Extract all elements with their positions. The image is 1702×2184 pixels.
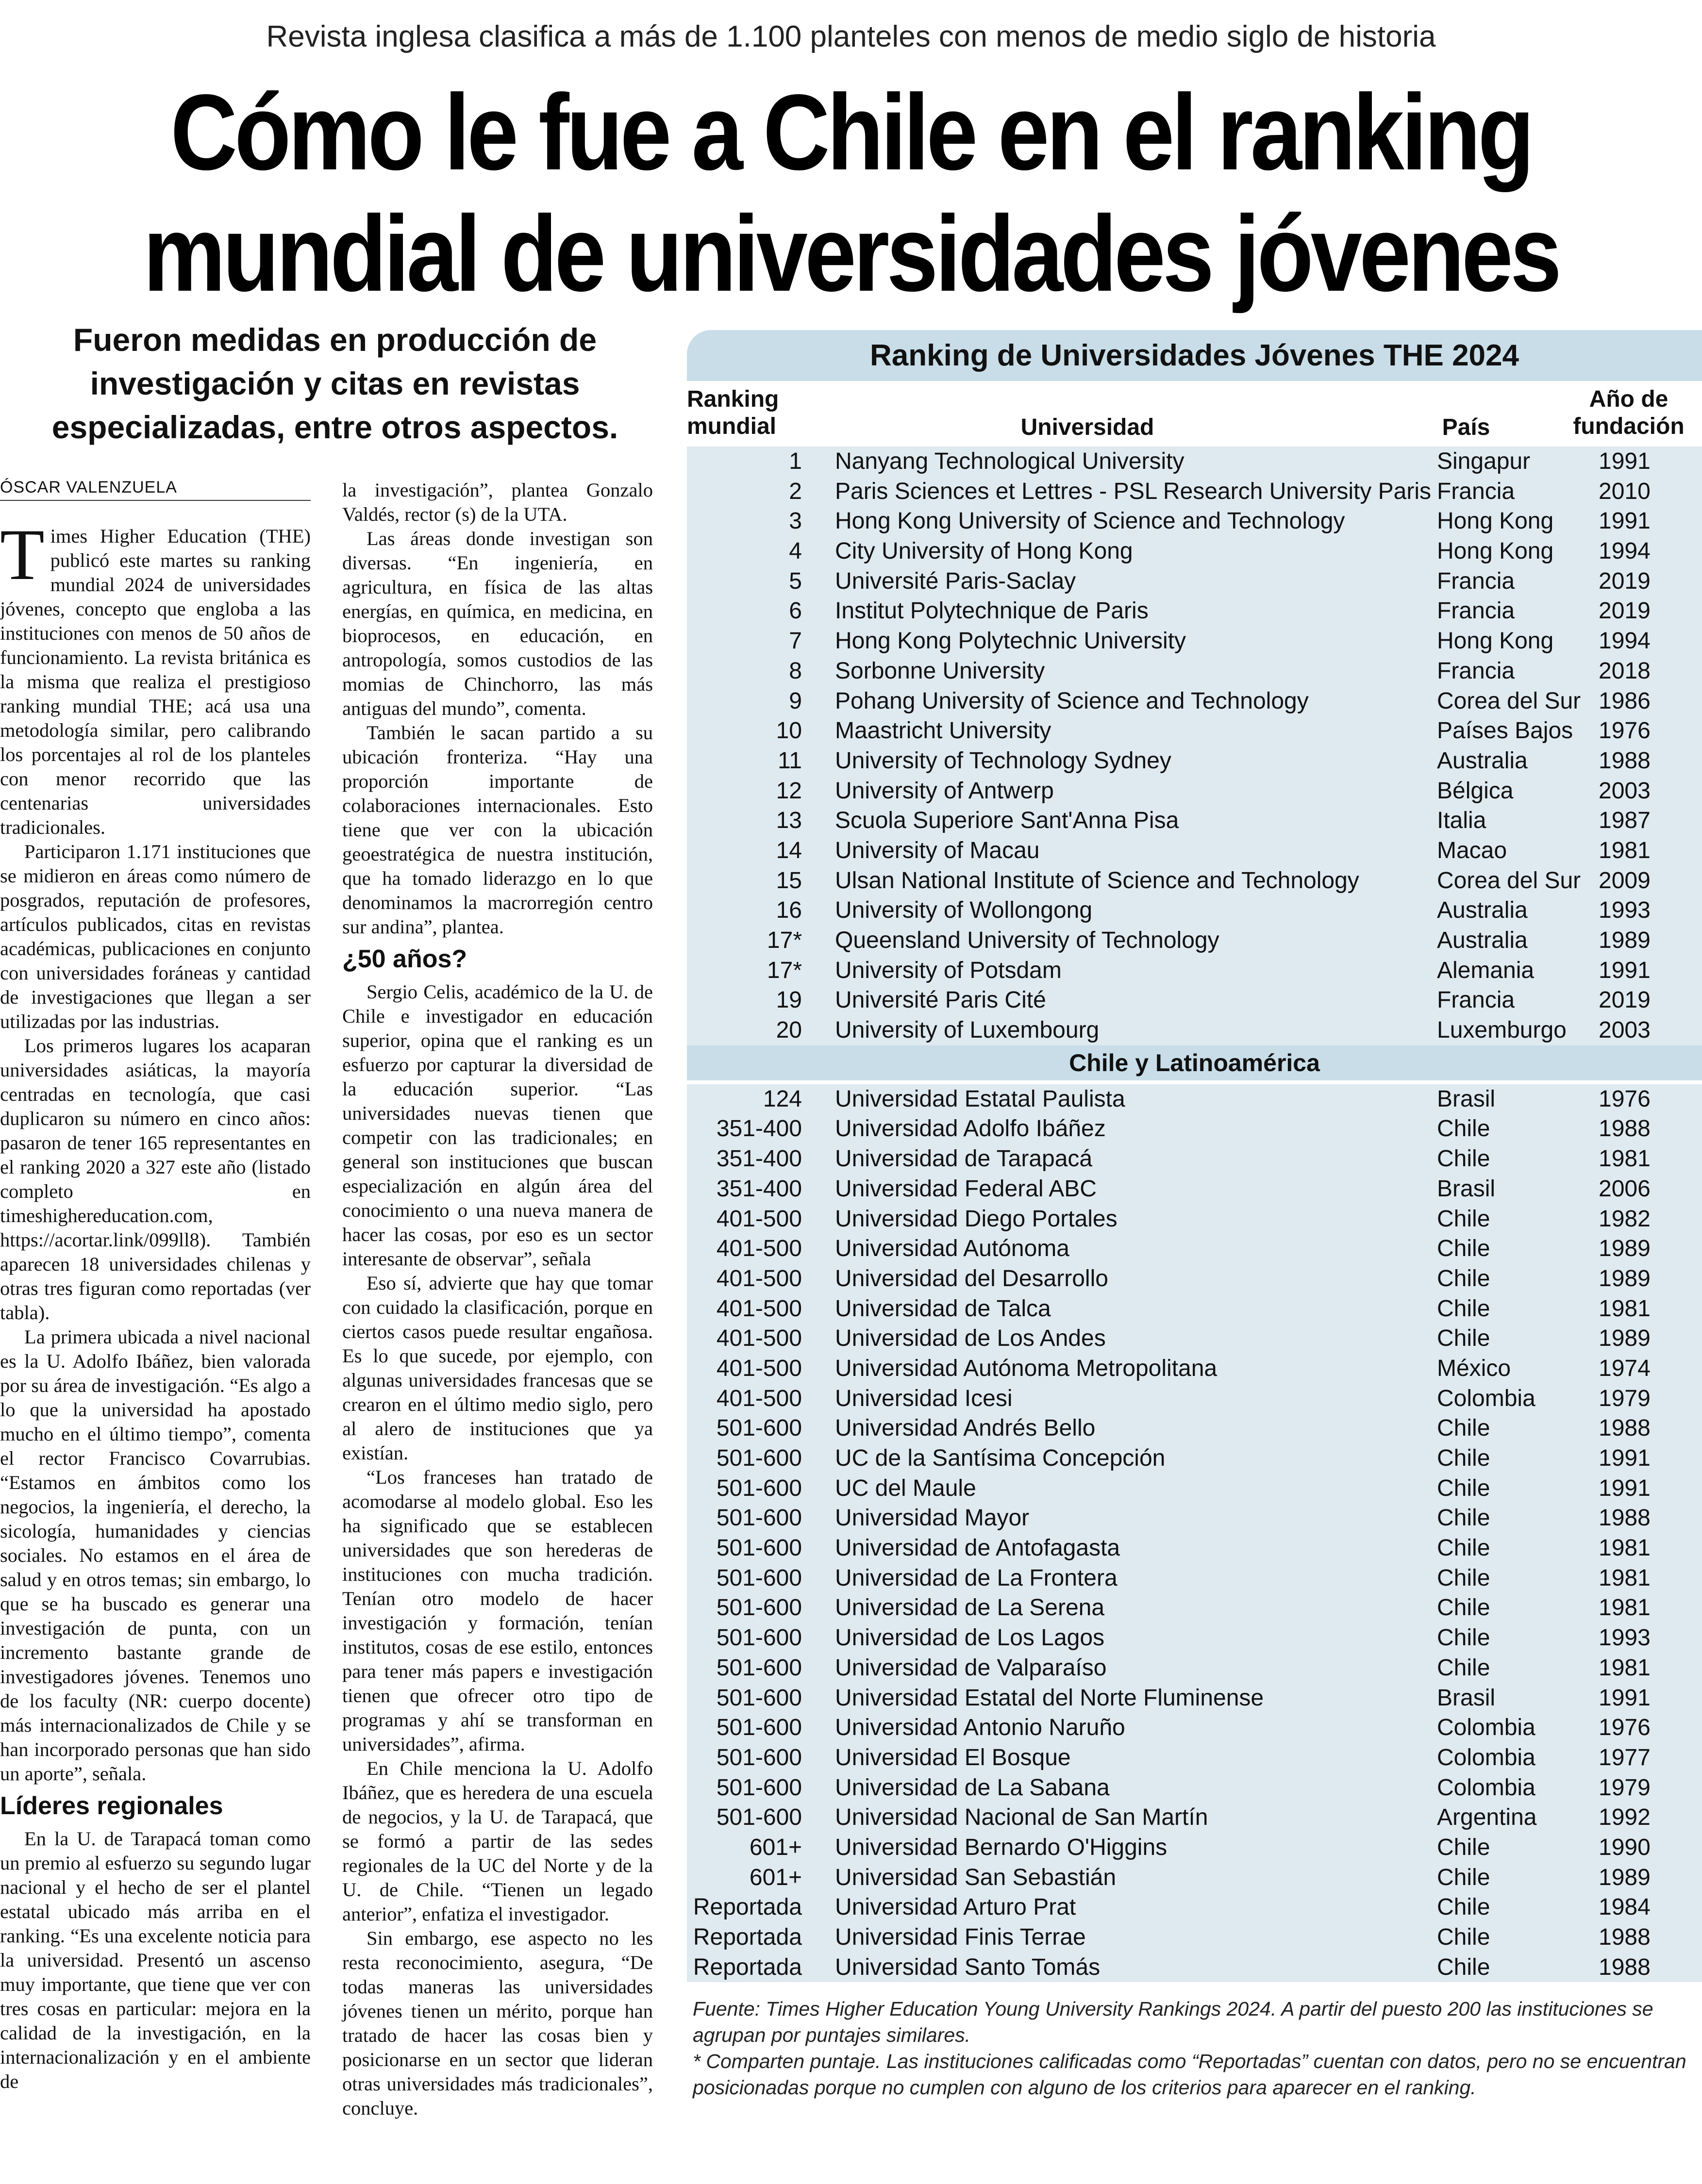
row-rank: 401-500 <box>716 1295 802 1322</box>
row-university: Universidad Estatal Paulista <box>835 1086 1125 1112</box>
row-country: Macao <box>1437 837 1507 863</box>
row-year: 1981 <box>1599 1565 1651 1591</box>
row-year: 1991 <box>1599 448 1651 474</box>
row-country: Colombia <box>1437 1715 1535 1741</box>
row-year: 1989 <box>1599 1864 1651 1890</box>
row-country: Chile <box>1437 1505 1490 1531</box>
row-university: Universidad Autónoma Metropolitana <box>835 1355 1218 1381</box>
row-country: Chile <box>1437 1625 1490 1651</box>
headline <box>119 72 1583 314</box>
header-country: País <box>1442 414 1490 440</box>
paragraph: Los primeros lugares los acaparan universidades asiáticas, la mayoría centradas en tecnología, que casi duplicaron su número en cinco años: pasaron de tener 165 representantes en el ranking 2020 a 327 este año (listado completo en timeshighereducation.com, https://acortar.link/099ll8). También aparecen 18 universidades chilenas y otras tres figuran como reportadas (ver tabla). <box>0 1035 311 1324</box>
row-university: Sorbonne University <box>835 658 1045 684</box>
row-university: Universidad Adolfo Ibáñez <box>835 1116 1106 1142</box>
table-row <box>687 1863 1702 1893</box>
row-rank: 401-500 <box>716 1385 802 1411</box>
row-rank: 501-600 <box>716 1415 802 1441</box>
footnote-note: * Comparten puntaje. Las instituciones calificadas como “Reportadas” cuentan con datos, pero no se encuentran posicionadas porque no cumplen con alguno de los criterios para aparecer en el ranking. <box>693 2050 1686 2099</box>
row-year: 1976 <box>1599 1086 1651 1112</box>
table-row <box>687 1922 1702 1952</box>
row-country: Chile <box>1437 1535 1490 1561</box>
row-university: Universidad del Desarrollo <box>835 1265 1108 1291</box>
row-year: 1992 <box>1599 1804 1651 1831</box>
row-rank: 501-600 <box>716 1535 802 1561</box>
row-university: UC del Maule <box>835 1475 976 1501</box>
table-row <box>687 1114 1702 1144</box>
row-rank: 401-500 <box>716 1206 802 1232</box>
latam-rows <box>687 1080 1702 1983</box>
row-rank: 351-400 <box>716 1146 802 1172</box>
row-year: 1994 <box>1599 538 1651 564</box>
table-row <box>687 626 1702 656</box>
table-row <box>687 926 1702 956</box>
row-rank: 6 <box>789 598 802 624</box>
row-year: 1991 <box>1599 1445 1651 1471</box>
row-rank: 17* <box>767 957 802 983</box>
header-university: Universidad <box>1020 414 1154 440</box>
row-rank: Reportada <box>693 1954 802 1980</box>
row-country: Corea del Sur <box>1437 688 1581 714</box>
row-year: 1981 <box>1599 1295 1651 1322</box>
table-row <box>687 1473 1702 1504</box>
row-country: Hong Kong <box>1437 538 1554 564</box>
row-year: 1991 <box>1599 1685 1651 1711</box>
row-country: Francia <box>1437 568 1515 594</box>
row-university: Universidad de Los Lagos <box>835 1625 1105 1651</box>
row-university: Universidad Icesi <box>835 1385 1013 1411</box>
row-rank: 351-400 <box>716 1175 802 1202</box>
row-year: 1993 <box>1599 897 1651 924</box>
row-country: Chile <box>1437 1236 1490 1262</box>
row-country: Brasil <box>1437 1086 1496 1112</box>
row-rank: 9 <box>789 688 802 714</box>
row-country: Chile <box>1437 1265 1490 1291</box>
row-year: 1993 <box>1599 1625 1651 1651</box>
row-rank: 401-500 <box>716 1355 802 1381</box>
article-column-2 <box>342 478 653 2120</box>
row-country: Chile <box>1437 1894 1490 1920</box>
row-country: Chile <box>1437 1655 1490 1681</box>
header-year-line-1: Año de <box>1589 386 1669 412</box>
table-row <box>687 836 1702 866</box>
row-year: 1988 <box>1599 1116 1651 1142</box>
table-row <box>687 1683 1702 1713</box>
row-country: Chile <box>1437 1295 1490 1322</box>
row-rank: 14 <box>776 837 802 863</box>
row-rank: 11 <box>778 747 802 774</box>
row-rank: 5 <box>789 568 802 594</box>
row-university: Universidad de Tarapacá <box>835 1146 1093 1172</box>
row-year: 1989 <box>1599 1265 1651 1291</box>
row-university: Universidad de Los Andes <box>835 1325 1106 1352</box>
row-university: Universidad Arturo Prat <box>835 1894 1076 1920</box>
row-rank: Reportada <box>693 1894 802 1920</box>
row-year: 1981 <box>1599 1146 1651 1172</box>
footnote-source: Fuente: Times Higher Education Young University Rankings 2024. A partir del puesto 200 las instituciones se agrupan por puntajes similares. <box>693 1998 1653 2047</box>
row-rank: 501-600 <box>716 1685 802 1711</box>
row-rank: 20 <box>776 1017 802 1043</box>
row-year: 1991 <box>1599 508 1651 534</box>
paragraph <box>0 514 311 840</box>
row-country: Chile <box>1437 1475 1490 1501</box>
row-country: Australia <box>1437 897 1528 924</box>
row-rank: 401-500 <box>716 1265 802 1291</box>
row-rank: 12 <box>776 778 802 804</box>
paragraph: También le sacan partido a su ubicación fronteriza. “Hay una proporción importante de colaboraciones internacionales. Esto tiene que ver con la ubicación geoestratégica de nuestra institución, que ha tomado liderazgo en lo que denominamos la macrorregión centro sur andina”, plantea. <box>342 722 653 938</box>
row-country: Chile <box>1437 1206 1490 1232</box>
row-country: Corea del Sur <box>1437 867 1581 893</box>
row-university: Universidad de La Frontera <box>835 1565 1118 1591</box>
row-year: 1990 <box>1599 1834 1651 1860</box>
subheading-50-anos: ¿50 años? <box>342 945 467 973</box>
row-university: Universidad Autónoma <box>835 1236 1069 1262</box>
row-country: Colombia <box>1437 1385 1535 1411</box>
dek: Fueron medidas en producción de investigación y citas en revistas especializadas, entre otros aspectos. <box>51 322 618 445</box>
row-university: Institut Polytechnique de Paris <box>835 598 1149 624</box>
row-rank: 8 <box>789 658 802 684</box>
row-rank: 501-600 <box>716 1505 802 1531</box>
row-year: 1988 <box>1599 1954 1651 1980</box>
row-country: Colombia <box>1437 1744 1535 1770</box>
row-rank: 16 <box>776 897 802 924</box>
row-university: Universidad Santo Tomás <box>835 1954 1101 1980</box>
table-row <box>687 776 1702 806</box>
header-rank <box>687 386 779 440</box>
row-year: 1987 <box>1599 808 1651 834</box>
table-row <box>687 1653 1702 1683</box>
row-country: Brasil <box>1437 1685 1496 1711</box>
paragraph: Participaron 1.171 instituciones que se midieron en áreas como número de posgrados, reputación de profesores, artículos publicados, citas en revistas académicas, publicaciones en conjunto con universidades foráneas y cantidad de investigaciones que llegan a ser utilizadas por las industrias. <box>0 841 311 1032</box>
row-year: 1976 <box>1599 718 1651 744</box>
row-university: University of Technology Sydney <box>835 747 1171 774</box>
header-rank-line-1: Ranking <box>687 386 779 412</box>
table-row <box>687 686 1702 716</box>
row-rank: 501-600 <box>716 1655 802 1681</box>
row-year: 1979 <box>1599 1774 1651 1801</box>
row-year: 2003 <box>1599 1017 1651 1043</box>
table-row <box>687 1443 1702 1473</box>
table-row <box>687 1563 1702 1593</box>
row-university: Maastricht University <box>835 718 1051 744</box>
row-university: Université Paris Cité <box>835 987 1046 1013</box>
table-row <box>687 447 1702 477</box>
table-row <box>687 1413 1702 1443</box>
row-rank: 501-600 <box>716 1445 802 1471</box>
row-university: University of Macau <box>835 837 1040 863</box>
article-column-1 <box>0 514 311 2094</box>
paragraph: Sin embargo, ese aspecto no les resta reconocimiento, asegura, “De todas maneras las universidades jóvenes tienen un mérito, porque han tratado de hacer las cosas bien y posicionarse en un sector que lideran otras universidades más tradicionales”, concluye. <box>342 1927 653 2119</box>
row-university: Universidad Federal ABC <box>835 1175 1097 1202</box>
row-year: 1988 <box>1599 1924 1651 1950</box>
row-university: Hong Kong Polytechnic University <box>835 628 1186 654</box>
row-year: 1981 <box>1599 1655 1651 1681</box>
row-year: 2018 <box>1599 658 1651 684</box>
row-university: Universidad Antonio Naruño <box>835 1715 1125 1741</box>
row-country: Chile <box>1437 1924 1490 1950</box>
row-rank: 13 <box>776 808 802 834</box>
row-university: Queensland University of Technology <box>835 927 1219 953</box>
row-year: 1988 <box>1599 747 1651 774</box>
row-year: 1989 <box>1599 1236 1651 1262</box>
table-row <box>687 1623 1702 1653</box>
row-university: Hong Kong University of Science and Technology <box>835 508 1345 534</box>
row-year: 1989 <box>1599 1325 1651 1352</box>
table-row <box>687 1084 1702 1114</box>
row-country: Hong Kong <box>1437 628 1554 654</box>
table-row <box>687 1803 1702 1833</box>
row-country: Chile <box>1437 1565 1490 1591</box>
table-row <box>687 806 1702 836</box>
world-rows <box>687 447 1702 1045</box>
row-country: Chile <box>1437 1595 1490 1621</box>
row-rank: 15 <box>776 867 802 893</box>
row-rank: 501-600 <box>716 1715 802 1741</box>
row-country: Bélgica <box>1437 778 1514 804</box>
row-university: University of Luxembourg <box>835 1017 1100 1043</box>
section-chile-latam: Chile y Latinoamérica <box>687 1045 1702 1080</box>
row-country: Chile <box>1437 1325 1490 1352</box>
table-title: Ranking de Universidades Jóvenes THE 2024 <box>687 330 1702 381</box>
row-university: City University of Hong Kong <box>835 538 1133 564</box>
row-rank: 401-500 <box>716 1325 802 1352</box>
row-year: 1991 <box>1599 957 1651 983</box>
paragraph: En Chile menciona la U. Adolfo Ibáñez, que es heredera de una escuela de negocios, y la U. de Tarapacá, que se formó a partir de las sedes regionales de la UC del Norte y de la U. de Chile. “Tienen un legado anterior”, enfatiza el investigador. <box>342 1757 653 1925</box>
table-row <box>687 656 1702 686</box>
row-year: 2019 <box>1599 987 1651 1013</box>
row-university: University of Antwerp <box>835 778 1054 804</box>
row-rank: 19 <box>776 987 802 1013</box>
row-year: 1977 <box>1599 1744 1651 1770</box>
row-rank: Reportada <box>693 1924 802 1950</box>
row-country: Francia <box>1437 987 1515 1013</box>
row-year: 1984 <box>1599 1894 1651 1920</box>
row-rank: 1 <box>789 448 802 474</box>
row-country: Chile <box>1437 1116 1490 1142</box>
paragraph: La primera ubicada a nivel nacional es la U. Adolfo Ibáñez, bien valorada por su área de investigación. “Es algo a lo que la universidad ha apostado mucho en el último tiempo”, comenta el rector Francisco Covarrubias. “Estamos en ámbitos como los negocios, la ingeniería, el derecho, la sicología, humanidades y ciencias sociales. No estamos en el área de salud y en otros temas; sin embargo, lo que se ha buscado es generar una investigación de punta, con un incremento bastante grande de investigadores jóvenes. Tenemos uno de los faculty (NR: cuerpo docente) más internacionalizados de Chile y se han incorporado personas que han sido un aporte”, señala. <box>0 1326 311 1785</box>
row-university: University of Potsdam <box>835 957 1062 983</box>
table-row <box>687 1533 1702 1563</box>
table-row <box>687 1384 1702 1414</box>
table-row <box>687 1743 1702 1773</box>
row-rank: 17* <box>767 927 802 953</box>
table-row <box>687 1174 1702 1204</box>
row-rank: 3 <box>789 508 802 534</box>
row-university: Universidad San Sebastián <box>835 1864 1117 1890</box>
headline-line-2: mundial de universidades jóvenes <box>143 194 1559 314</box>
byline: ÓSCAR VALENZUELA <box>0 478 311 501</box>
row-country: Francia <box>1437 598 1515 624</box>
row-university: Universidad de Talca <box>835 1295 1051 1322</box>
row-university: Universidad de Antofagasta <box>835 1535 1120 1561</box>
paragraph: “Los franceses han tratado de acomodarse al modelo global. Eso les ha significado que se establecen universidades que son herederas de instituciones con mucha tradición. Tenían otro modelo de hacer investigación y formación, tenían institutos, cosas de ese estilo, entonces para tener más papers e investigación tienen que ofrecer otro tipo de programas y ahí se transforman en universidades”, afirma. <box>342 1466 653 1755</box>
row-rank: 501-600 <box>716 1625 802 1651</box>
table-row <box>687 1204 1702 1234</box>
row-university: Universidad El Bosque <box>835 1744 1071 1770</box>
row-country: Argentina <box>1437 1804 1537 1831</box>
row-year: 1981 <box>1599 837 1651 863</box>
row-country: Australia <box>1437 747 1528 774</box>
paragraph: Las áreas donde investigan son diversas. “En ingeniería, en agricultura, en física de las altas energías, en química, en medicina, en bioprocesos, en educación, en antropología, somos custodios de las momias de Chinchorro, las más antiguas del mundo”, comenta. <box>342 528 653 719</box>
row-country: México <box>1437 1355 1511 1381</box>
row-rank: 401-500 <box>716 1236 802 1262</box>
row-year: 1991 <box>1599 1475 1651 1501</box>
paragraph: Eso sí, advierte que hay que tomar con cuidado la clasificación, porque en ciertos casos puede resultar engañosa. Es lo que sucede, por ejemplo, con algunas universidades francesas que se crearon en el último medio siglo, pero al alero de instituciones que ya existían. <box>342 1272 653 1464</box>
table-row <box>687 1892 1702 1922</box>
row-university: Universidad de La Serena <box>835 1595 1105 1621</box>
row-university: Ulsan National Institute of Science and Technology <box>835 867 1359 893</box>
row-rank: 501-600 <box>716 1595 802 1621</box>
header-year <box>1561 386 1697 440</box>
row-country: Australia <box>1437 927 1528 953</box>
row-country: Luxemburgo <box>1437 1017 1567 1043</box>
header-rank-line-2: mundial <box>687 414 777 439</box>
row-country: Alemania <box>1437 957 1535 983</box>
table-row <box>687 1952 1702 1983</box>
table-row <box>687 1833 1702 1863</box>
table-row <box>687 956 1702 986</box>
paragraph: En la U. de Tarapacá toman como un premio al esfuerzo su segundo lugar nacional y el hecho de ser el plantel estatal ubicado más arriba en el ranking. “Es una excelente noticia para la universidad. Presentó un ascenso muy importante, que tiene que ver con tres cosas en particular: mejora en la calidad de la investigación, en la internacionalización y en el ambiente de <box>0 1828 311 2092</box>
row-country: Brasil <box>1437 1175 1496 1202</box>
row-university: Paris Sciences et Lettres - PSL Research University Paris <box>835 478 1432 504</box>
row-university: Universidad Bernardo O'Higgins <box>835 1834 1168 1860</box>
row-country: Chile <box>1437 1834 1490 1860</box>
table-row <box>687 1015 1702 1045</box>
row-university: Universidad de La Sabana <box>835 1774 1110 1801</box>
table-row <box>687 716 1702 746</box>
header-year-line-2: fundación <box>1573 414 1685 439</box>
table-row <box>687 506 1702 536</box>
row-country: Chile <box>1437 1864 1490 1890</box>
ranking-table <box>687 330 1702 2101</box>
row-rank: 351-400 <box>716 1116 802 1142</box>
table-row <box>687 1264 1702 1294</box>
paragraph-text: imes Higher Education (THE) publicó este martes su ranking mundial 2024 de universidades jóvenes, concepto que engloba a las instituciones con menos de 50 años de funcionamiento. La revista británica es la misma que realiza el prestigioso ranking mundial THE; acá usa una metodología similar, pero calibrando los porcentajes al rol de los planteles con menor recorrido que las centenarias universidades tradicionales. <box>0 525 311 838</box>
row-rank: 124 <box>763 1086 802 1112</box>
table-footnote <box>687 1996 1702 2101</box>
row-year: 1974 <box>1599 1355 1651 1381</box>
table-row <box>687 985 1702 1015</box>
paragraph: la investigación”, plantea Gonzalo Valdés, rector (s) de la UTA. <box>342 479 653 525</box>
row-year: 2010 <box>1599 478 1651 504</box>
row-year: 2009 <box>1599 867 1651 893</box>
row-rank: 501-600 <box>716 1804 802 1831</box>
row-university: Universidad Estatal del Norte Fluminense <box>835 1685 1264 1711</box>
row-university: Universidad Nacional de San Martín <box>835 1804 1208 1831</box>
table-row <box>687 1773 1702 1803</box>
row-country: Colombia <box>1437 1774 1535 1801</box>
row-country: Chile <box>1437 1146 1490 1172</box>
row-year: 2019 <box>1599 598 1651 624</box>
table-row <box>687 1503 1702 1533</box>
row-country: Francia <box>1437 478 1515 504</box>
row-year: 1981 <box>1599 1595 1651 1621</box>
row-rank: 501-600 <box>716 1774 802 1801</box>
row-university: Universidad Mayor <box>835 1505 1030 1531</box>
row-university: Universidad de Valparaíso <box>835 1655 1107 1681</box>
row-university: Université Paris-Saclay <box>835 568 1076 594</box>
row-rank: 501-600 <box>716 1565 802 1591</box>
row-year: 2003 <box>1599 778 1651 804</box>
row-university: Universidad Andrés Bello <box>835 1415 1096 1441</box>
row-year: 1982 <box>1599 1206 1651 1232</box>
row-country: Singapur <box>1437 448 1531 474</box>
row-rank: 601+ <box>749 1834 802 1860</box>
row-rank: 2 <box>789 478 802 504</box>
row-country: Países Bajos <box>1437 718 1573 744</box>
paragraph: Sergio Celis, académico de la U. de Chile e investigador en educación superior, opina que el ranking es un esfuerzo por capturar la diversidad de la educación superior. “Las universidades nuevas tienen que competir con las tradicionales; en general son instituciones que buscan especialización en algún área del conocimiento o una nueva manera de hacer las cosas, por eso es un sector interesante de observar”, señala <box>342 981 653 1270</box>
row-country: Francia <box>1437 658 1515 684</box>
row-rank: 501-600 <box>716 1475 802 1501</box>
table-row <box>687 866 1702 896</box>
row-year: 1989 <box>1599 927 1651 953</box>
table-row <box>687 536 1702 566</box>
row-country: Chile <box>1437 1415 1490 1441</box>
row-rank: 601+ <box>749 1864 802 1890</box>
table-row <box>687 566 1702 596</box>
row-year: 1988 <box>1599 1415 1651 1441</box>
row-university: Pohang University of Science and Technology <box>835 688 1309 714</box>
row-university: Universidad Finis Terrae <box>835 1924 1086 1950</box>
kicker: Revista inglesa clasifica a más de 1.100 planteles con menos de medio siglo de historia <box>266 20 1436 53</box>
table-row <box>687 1713 1702 1743</box>
row-year: 1986 <box>1599 688 1651 714</box>
row-year: 2019 <box>1599 568 1651 594</box>
row-country: Chile <box>1437 1445 1490 1471</box>
row-country: Chile <box>1437 1954 1490 1980</box>
row-year: 1994 <box>1599 628 1651 654</box>
row-year: 1981 <box>1599 1535 1651 1561</box>
table-row <box>687 1294 1702 1324</box>
row-rank: 4 <box>789 538 802 564</box>
table-row <box>687 1593 1702 1623</box>
row-year: 1979 <box>1599 1385 1651 1411</box>
table-header <box>687 381 1702 447</box>
table-row <box>687 1354 1702 1384</box>
table-row <box>687 1324 1702 1354</box>
row-university: Universidad Diego Portales <box>835 1206 1118 1232</box>
table-row <box>687 1234 1702 1264</box>
subheading-lideres: Líderes regionales <box>0 1792 223 1820</box>
row-university: UC de la Santísima Concepción <box>835 1445 1166 1471</box>
row-university: University of Wollongong <box>835 897 1093 924</box>
row-country: Italia <box>1437 808 1486 834</box>
table-row <box>687 596 1702 626</box>
row-rank: 501-600 <box>716 1744 802 1770</box>
row-university: Scuola Superiore Sant'Anna Pisa <box>835 808 1179 834</box>
row-year: 1988 <box>1599 1505 1651 1531</box>
row-university: Nanyang Technological University <box>835 448 1185 474</box>
row-year: 1976 <box>1599 1715 1651 1741</box>
row-country: Hong Kong <box>1437 508 1554 534</box>
row-rank: 10 <box>776 718 802 744</box>
headline-line-1: Cómo le fue a Chile en el ranking <box>170 72 1532 193</box>
table-row <box>687 895 1702 926</box>
table-row <box>687 1144 1702 1174</box>
row-year: 2006 <box>1599 1175 1651 1202</box>
row-rank: 7 <box>789 628 802 654</box>
table-row <box>687 477 1702 507</box>
table-row <box>687 746 1702 776</box>
drop-cap: T <box>0 514 45 595</box>
